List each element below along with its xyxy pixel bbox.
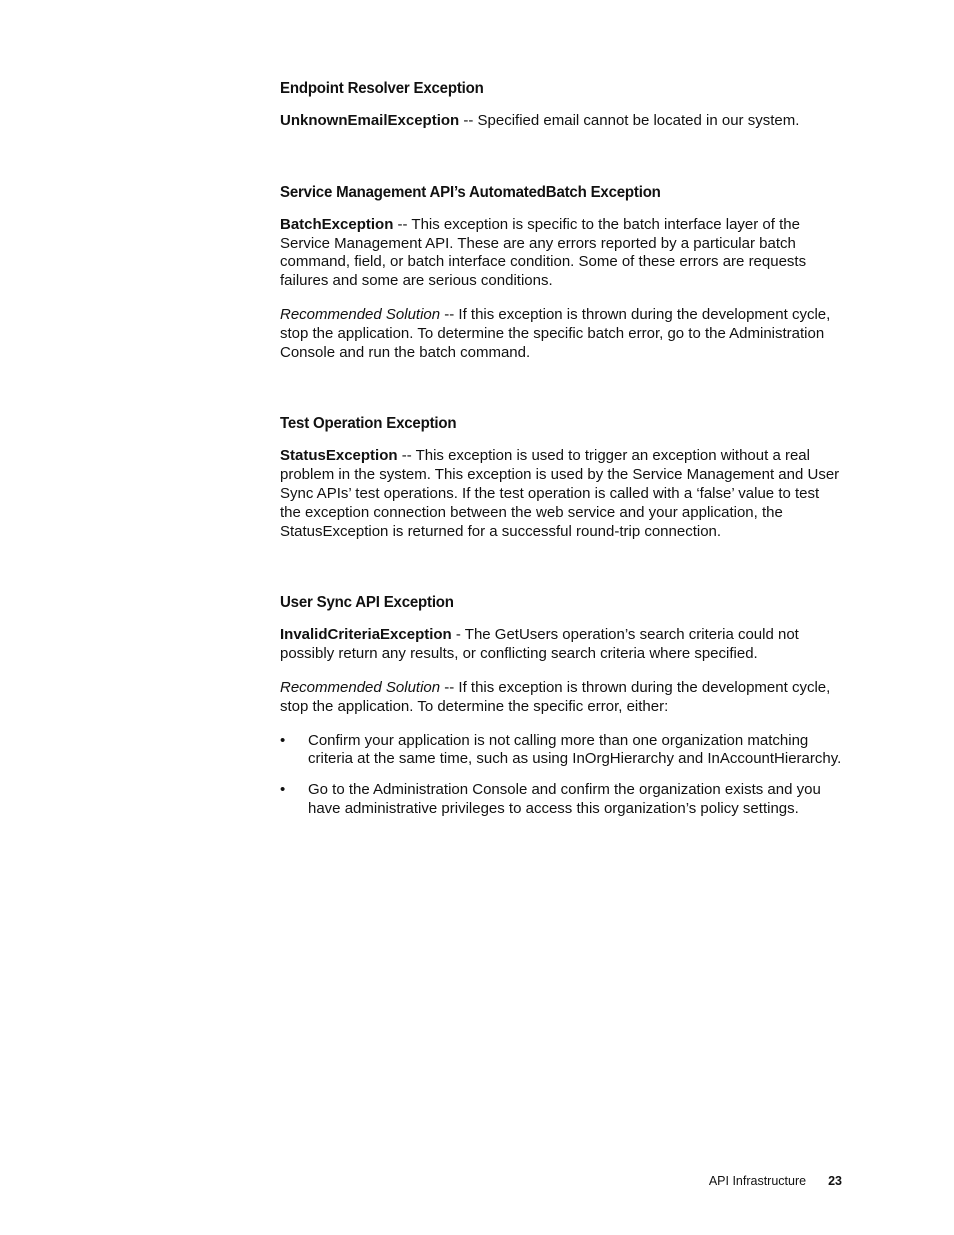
exception-text: -- This exception is used to trigger an exception without a real problem in the system. This exception is used by the Service Management and User Sync APIs’ test operations. If the test operation is called with a ‘false’ value to test the exception connection between the web service and your application, the StatusException is returned for a successful round-trip connection. xyxy=(280,447,840,540)
section-user-sync-api-exception xyxy=(280,592,842,818)
section-heading: Endpoint Resolver Exception xyxy=(280,80,484,97)
recommended-solution xyxy=(280,679,842,717)
exception-description xyxy=(280,626,842,664)
list-item-text: Confirm your application is not calling more than one organization matching criteria at the same time, such as using InOrgHierarchy and InAccountHierarchy. xyxy=(308,731,842,768)
page-number: 23 xyxy=(828,1174,842,1188)
list-item xyxy=(280,781,842,819)
section-heading: User Sync API Exception xyxy=(280,594,454,612)
exception-term: UnknownEmailException xyxy=(280,112,460,129)
exception-text: -- This exception is specific to the batch interface layer of the Service Management API. These are any errors reported by a particular batch command, field, or batch interface condition. Some of these errors are requests failures and some are serious conditions. xyxy=(280,215,807,290)
section-automated-batch-exception xyxy=(280,182,842,363)
exception-description xyxy=(280,112,842,131)
solution-steps-list xyxy=(280,732,842,819)
bullet-icon: • xyxy=(280,731,286,749)
section-heading: Service Management API’s AutomatedBatch Exception xyxy=(280,183,661,201)
exception-term: StatusException xyxy=(280,447,398,465)
recommended-solution-text: -- If this exception is thrown during the development cycle, stop the application. To determine the specific error, either: xyxy=(280,678,831,715)
exception-description xyxy=(280,216,842,291)
page-footer xyxy=(709,1173,842,1189)
exception-text: -- Specified email cannot be located in our system. xyxy=(459,112,800,129)
exception-term: InvalidCriteriaException xyxy=(280,626,452,644)
exception-term: BatchException xyxy=(280,215,394,233)
exception-text: - The GetUsers operation’s search criteria could not possibly return any results, or conflicting search criteria where specified. xyxy=(280,626,799,663)
recommended-solution-text: -- If this exception is thrown during the development cycle, stop the application. To determine the specific batch error, go to the Administration Console and run the batch command. xyxy=(280,305,831,361)
exception-description xyxy=(280,447,842,541)
recommended-solution-label: Recommended Solution xyxy=(280,678,441,696)
list-item xyxy=(280,732,842,770)
bullet-icon: • xyxy=(280,781,286,799)
footer-title: API Infrastructure xyxy=(708,1174,807,1188)
section-heading: Test Operation Exception xyxy=(280,415,457,433)
recommended-solution xyxy=(280,306,842,362)
section-test-operation-exception xyxy=(280,413,842,541)
section-endpoint-resolver-exception xyxy=(280,78,842,131)
recommended-solution-label: Recommended Solution xyxy=(280,305,441,323)
document-body xyxy=(280,78,842,831)
list-item-text: Go to the Administration Console and confirm the organization exists and you have administrative privileges to access this organization’s policy settings. xyxy=(308,781,821,817)
